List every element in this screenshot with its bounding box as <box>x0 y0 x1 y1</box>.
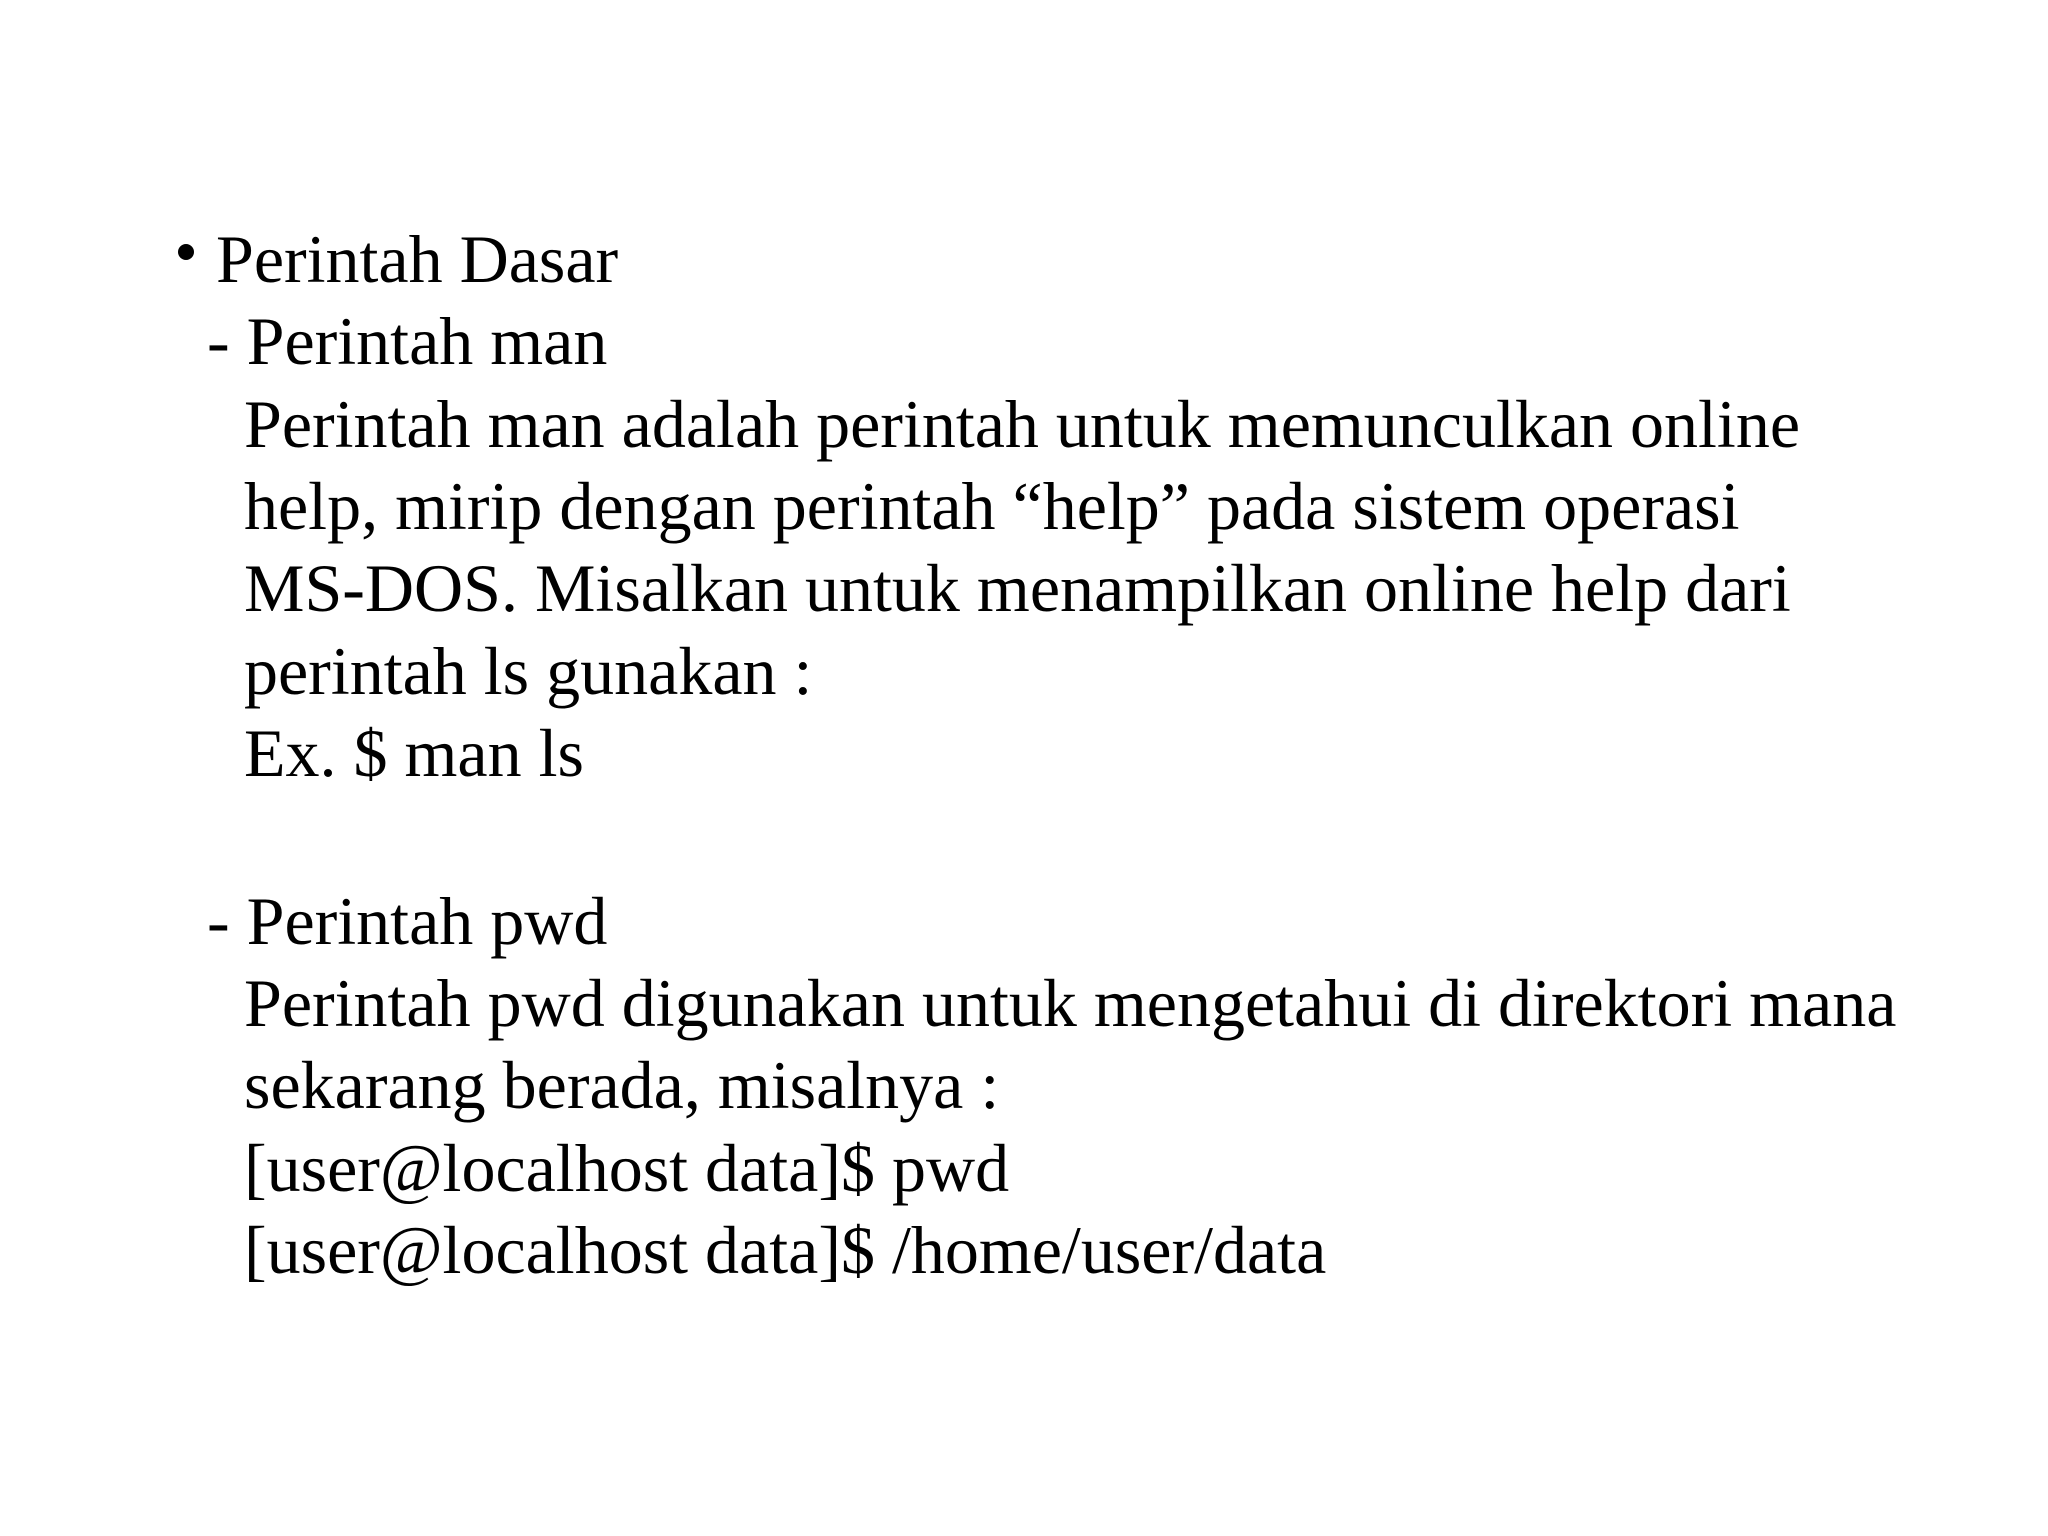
bullet-dot-icon <box>178 244 194 260</box>
section-title-pwd: - Perintah pwd <box>207 883 608 959</box>
man-text-line: perintah ls gunakan : <box>244 633 813 709</box>
man-example-command: Ex. $ man ls <box>244 715 584 791</box>
man-text-line: help, mirip dengan perintah “help” pada sistem operasi <box>244 468 1740 544</box>
man-text-line: MS-DOS. Misalkan untuk menampilkan online help dari <box>244 550 1791 626</box>
pwd-command-line: [user@localhost data]$ pwd <box>244 1130 1010 1206</box>
pwd-text-line: sekarang berada, misalnya : <box>244 1047 1000 1123</box>
pwd-output-line: [user@localhost data]$ /home/user/data <box>244 1212 1327 1288</box>
man-text-line: Perintah man adalah perintah untuk memunculkan online <box>244 386 1800 462</box>
bullet-heading: Perintah Dasar <box>216 221 619 297</box>
pwd-text-line: Perintah pwd digunakan untuk mengetahui di direktori mana <box>244 965 1897 1041</box>
section-title-man: - Perintah man <box>207 303 608 379</box>
